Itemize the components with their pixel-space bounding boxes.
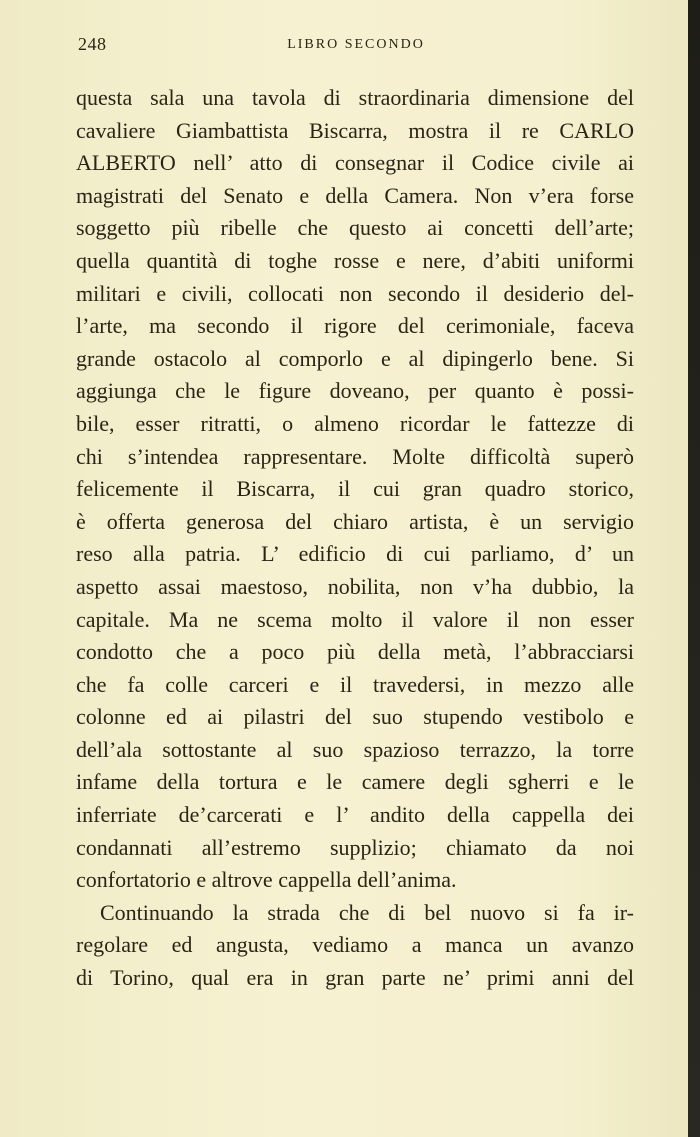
page-edge bbox=[688, 0, 700, 1137]
body-text bbox=[76, 82, 634, 995]
running-head: LIBRO SECONDO bbox=[287, 37, 425, 52]
text-line: capitale. Ma ne scema molto il valore il non esser bbox=[76, 606, 634, 632]
text-line: aggiunga che le figure doveano, per quanto è possi- bbox=[76, 378, 634, 404]
text-line: che fa colle carceri e il travedersi, in mezzo alle bbox=[76, 671, 634, 697]
page-number: 248 bbox=[78, 34, 107, 54]
text-line: ALBERTO nell’ atto di consegnar il Codice civile ai bbox=[76, 150, 634, 176]
text-line: condotto che a poco più della metà, l’abbracciarsi bbox=[76, 639, 634, 665]
paragraph bbox=[76, 897, 634, 995]
text-line: Continuando la strada che di bel nuovo si fa ir- bbox=[100, 899, 634, 925]
text-line: infame della tortura e le camere degli sgherri e le bbox=[76, 769, 634, 795]
text-line: questa sala una tavola di straordinaria dimensione del bbox=[76, 85, 634, 110]
text-line: è offerta generosa del chiaro artista, è un servigio bbox=[76, 508, 634, 534]
text-line: aspetto assai maestoso, nobilita, non v’ha dubbio, la bbox=[76, 573, 634, 599]
text-line: grande ostacolo al comporlo e al dipingerlo bene. Si bbox=[76, 345, 634, 371]
text-line: quella quantità di toghe rosse e nere, d’abiti uniformi bbox=[76, 247, 634, 273]
page-header bbox=[78, 34, 634, 60]
text-line: bile, esser ritratti, o almeno ricordar le fattezze di bbox=[76, 410, 634, 436]
text-line: confortatorio e altrove cappella dell’anima. bbox=[76, 867, 457, 893]
text-line: l’arte, ma secondo il rigore del cerimoniale, faceva bbox=[76, 313, 634, 339]
text-line: condannati all’estremo supplizio; chiamato da noi bbox=[76, 834, 634, 860]
text-line: cavaliere Giambattista Biscarra, mostra il re CARLO bbox=[76, 117, 634, 143]
text-line: di Torino, qual era in gran parte ne’ primi anni del bbox=[76, 965, 634, 991]
text-line: regolare ed angusta, vediamo a manca un avanzo bbox=[76, 932, 634, 958]
text-line: militari e civili, collocati non secondo il desiderio del- bbox=[76, 280, 634, 306]
text-line: chi s’intendea rappresentare. Molte difficoltà superò bbox=[76, 443, 634, 469]
text-line: reso alla patria. L’ edificio di cui parliamo, d’ un bbox=[76, 541, 634, 567]
text-line: dell’ala sottostante al suo spazioso terrazzo, la torre bbox=[76, 736, 634, 762]
text-line: soggetto più ribelle che questo ai concetti dell’arte; bbox=[76, 215, 634, 241]
text-line: inferriate de’carcerati e l’ andito della cappella dei bbox=[76, 802, 634, 828]
text-line: felicemente il Biscarra, il cui gran quadro storico, bbox=[76, 476, 634, 502]
paragraph bbox=[76, 82, 634, 897]
text-line: colonne ed ai pilastri del suo stupendo vestibolo e bbox=[76, 704, 634, 730]
text-line: magistrati del Senato e della Camera. Non v’era forse bbox=[76, 182, 634, 208]
